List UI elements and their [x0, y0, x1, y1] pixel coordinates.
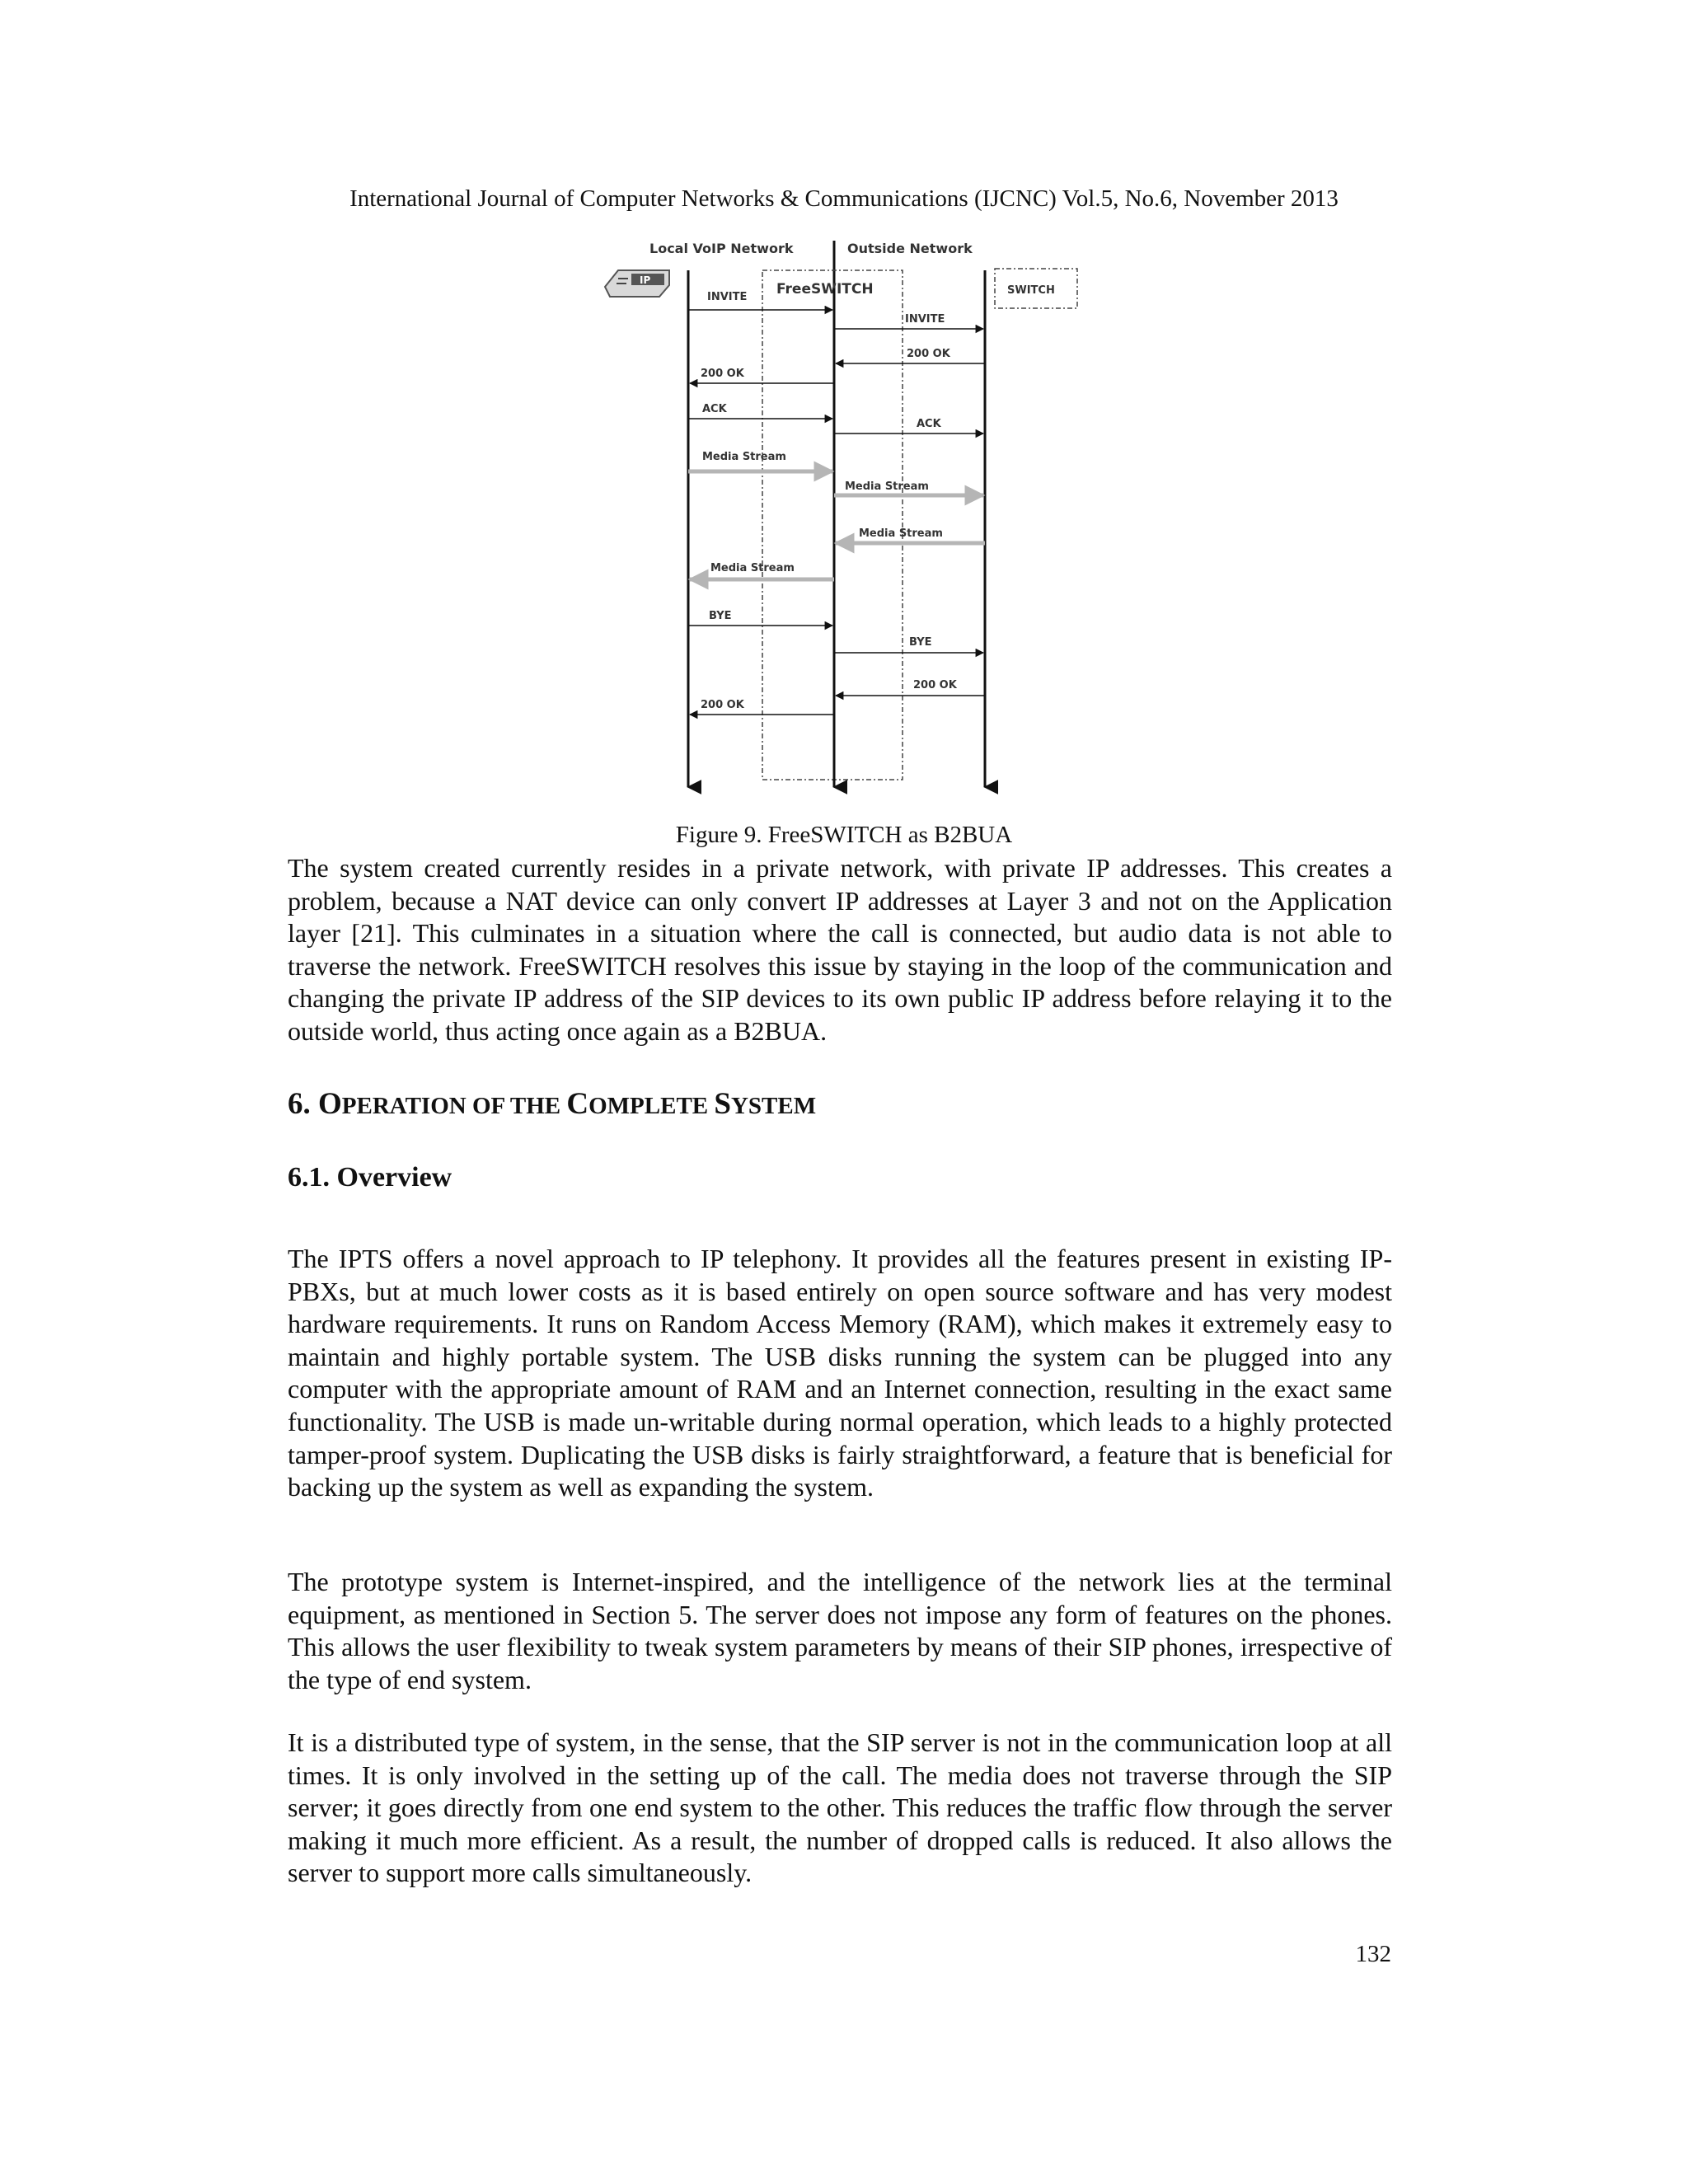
paragraph-nat	[288, 852, 1392, 1048]
outside-network-label: Outside Network	[847, 241, 973, 256]
section-title-c: C	[566, 1087, 589, 1121]
ok-label-3: 200 OK	[913, 679, 957, 691]
section-number: 6.	[288, 1087, 311, 1121]
freeswitch-label: FreeSWITCH	[776, 281, 874, 298]
page-number: 132	[1355, 1941, 1391, 1967]
paragraph-prototype	[288, 1566, 1392, 1696]
section-title-o: O	[318, 1087, 342, 1121]
section-title-peration: PERATION OF THE	[341, 1093, 567, 1119]
subsection-heading: 6.1. Overview	[288, 1162, 452, 1193]
figure-caption: Figure 9. FreeSWITCH as B2BUA	[675, 822, 1013, 848]
paragraph-distributed-text: It is a distributed type of system, in the sense, that the SIP server is not in the communication loop at all times. It is only involved in the setting up of the call. The media does not traverse through the SIP server; it goes directly from one end system to the other. This reduces the traffic flow through the server making it much more efficient. As a result, the number of dropped calls is reduced. It also allows the server to support more calls simultaneously.	[288, 1727, 1392, 1888]
media-stream-label-2: Media Stream	[845, 480, 929, 493]
ok-label-4: 200 OK	[701, 699, 744, 711]
journal-header: International Journal of Computer Networks & Communications (IJCNC) Vol.5, No.6, November 2013	[349, 185, 1339, 212]
bye-label-2: BYE	[909, 636, 932, 649]
ip-phone-icon	[605, 270, 669, 297]
paragraph-overview-text: The IPTS offers a novel approach to IP telephony. It provides all the features present in existing IP-PBXs, but at much lower costs as it is based entirely on open source software and has very modest hardware requirements. It runs on Random Access Memory (RAM), which makes it extremely easy to maintain and highly portable system. The USB disks running the system can be plugged into any computer with the appropriate amount of RAM and an Internet connection, resulting in the exact same functionality. The USB is made un-writable during normal operation, which leads to a highly protected tamper-proof system. Duplicating the USB disks is fairly straightforward, a feature that is beneficial for backing up the system as well as expanding the system.	[288, 1244, 1392, 1502]
paragraph-nat-text: The system created currently resides in a private network, with private IP addresses. This creates a problem, because a NAT device can only convert IP addresses at Layer 3 and not on the Application layer [21]. This culminates in a situation where the call is connected, but audio data is not able to traverse the network. FreeSWITCH resolves this issue by staying in the loop of the communication and changing the private IP address of the SIP devices to its own public IP address before relaying it to the outside world, thus acting once again as a B2BUA.	[288, 853, 1392, 1046]
sequence-diagram	[593, 231, 1104, 799]
section-title-s: S	[714, 1087, 731, 1121]
local-network-label: Local VoIP Network	[649, 241, 794, 256]
invite-label-1: INVITE	[707, 291, 748, 303]
ok-label-1: 200 OK	[907, 348, 950, 360]
paragraph-prototype-text: The prototype system is Internet-inspired, and the intelligence of the network lies at the terminal equipment, as mentioned in Section 5. The server does not impose any form of features on the phones. This allows the user flexibility to tweak system parameters by means of their SIP phones, irrespective of the type of end system.	[288, 1567, 1392, 1694]
invite-label-2: INVITE	[905, 313, 945, 326]
section-title-omplete: OMPLETE	[588, 1093, 715, 1119]
section-title-ystem: YSTEM	[730, 1093, 817, 1119]
paragraph-distributed	[288, 1727, 1392, 1890]
freeswitch-box	[762, 270, 903, 780]
media-stream-label-1: Media Stream	[702, 451, 786, 463]
ok-label-2: 200 OK	[701, 368, 744, 380]
ack-label-2: ACK	[917, 418, 941, 430]
bye-label-1: BYE	[709, 610, 732, 622]
switch-label: SWITCH	[1007, 284, 1055, 297]
section-heading	[288, 1086, 816, 1124]
media-stream-label-3: Media Stream	[859, 527, 943, 540]
sequence-diagram-figure	[593, 231, 1104, 799]
paragraph-overview	[288, 1243, 1392, 1504]
ack-label-1: ACK	[702, 403, 727, 415]
phone-ip-label: IP	[640, 274, 651, 286]
media-stream-label-4: Media Stream	[710, 562, 795, 574]
